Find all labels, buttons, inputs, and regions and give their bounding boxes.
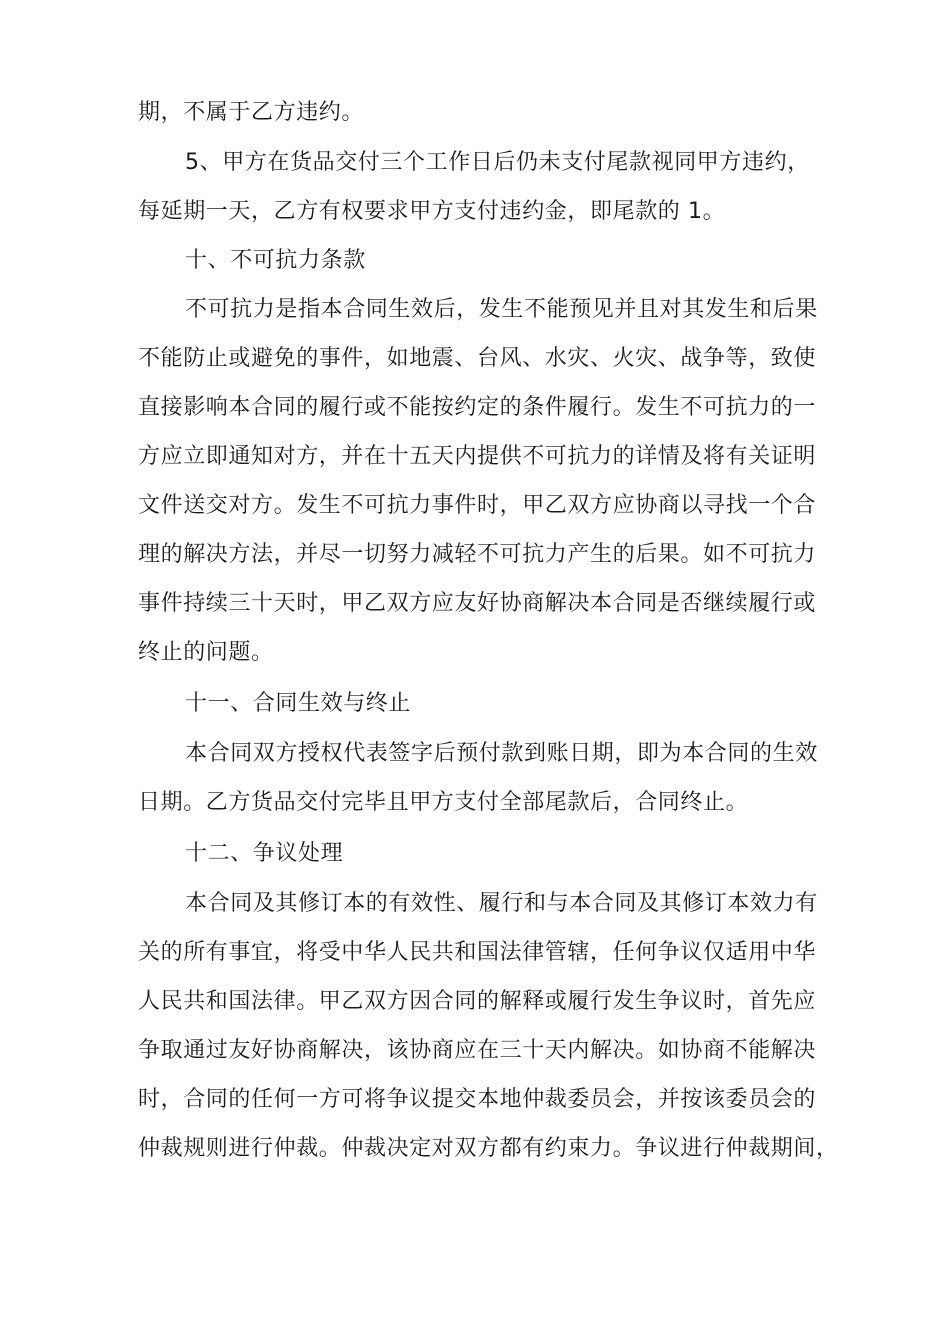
- text-line: 仲裁规则进行仲裁。仲裁决定对双方都有约束力。争议进行仲裁期间，: [138, 1136, 839, 1161]
- paragraph-start: 本合同及其修订本的有效性、履行和与本合同及其修订本效力有: [185, 891, 818, 916]
- text-line: 时，合同的任何一方可将争议提交本地仲裁委员会，并按该委员会的: [138, 1087, 817, 1112]
- section-heading-force-majeure: 十、不可抗力条款: [185, 248, 366, 273]
- paragraph-start: 不可抗力是指本合同生效后，发生不能预见并且对其发生和后果: [185, 297, 818, 322]
- text-line: 终止的问题。: [138, 640, 274, 665]
- text-line: 方应立即通知对方，并在十五天内提供不可抗力的详情及将有关证明: [138, 444, 817, 469]
- text-line: 关的所有事宜，将受中华人民共和国法律管辖，任何争议仅适用中华: [138, 940, 817, 965]
- clause-item-5: 5、甲方在货品交付三个工作日后仍未支付尾款视同甲方违约，: [185, 150, 810, 175]
- text-line: 争取通过友好协商解决，该协商应在三十天内解决。如协商不能解决: [138, 1038, 817, 1063]
- text-line: 日期。乙方货品交付完毕且甲方支付全部尾款后，合同终止。: [138, 790, 749, 815]
- paragraph-start: 本合同双方授权代表签字后预付款到账日期，即为本合同的生效: [185, 741, 818, 766]
- text-line: 理的解决方法，并尽一切努力减轻不可抗力产生的后果。如不可抗力: [138, 542, 817, 567]
- text-line: 文件送交对方。发生不可抗力事件时，甲乙双方应协商以寻找一个合: [138, 493, 817, 518]
- text-line: 事件持续三十天时，甲乙双方应友好协商解决本合同是否继续履行或: [138, 591, 817, 616]
- text-line: 直接影响本合同的履行或不能按约定的条件履行。发生不可抗力的一: [138, 395, 817, 420]
- text-line: 不能防止或避免的事件，如地震、台风、水灾、火灾、战争等，致使: [138, 346, 817, 371]
- section-heading-dispute: 十二、争议处理: [185, 841, 344, 866]
- text-line: 期，不属于乙方违约。: [138, 100, 365, 125]
- text-line: 每延期一天，乙方有权要求甲方支付违约金，即尾款的 1。: [138, 199, 726, 224]
- section-heading-effect-termination: 十一、合同生效与终止: [185, 691, 412, 716]
- text-line: 人民共和国法律。甲乙双方因合同的解释或履行发生争议时，首先应: [138, 989, 817, 1014]
